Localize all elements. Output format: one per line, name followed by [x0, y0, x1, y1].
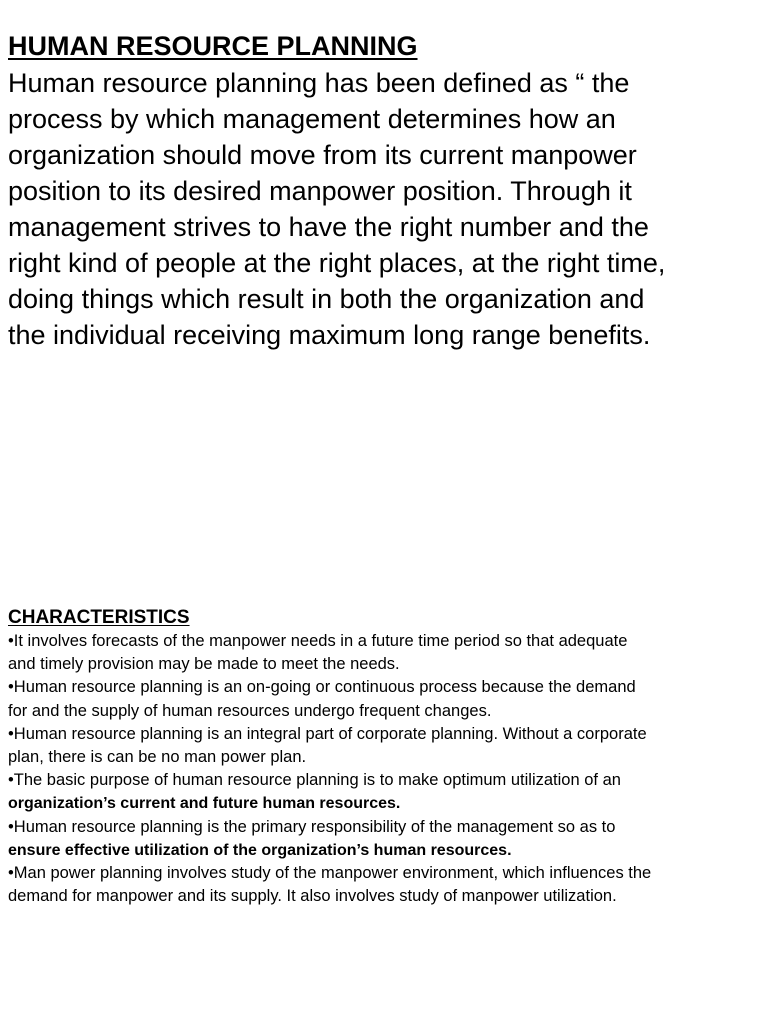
list-item-line: •Human resource planning is the primary responsibility of the management so as to [8, 817, 616, 836]
definition-line: doing things which result in both the organization and [8, 284, 645, 314]
list-item [8, 769, 766, 815]
list-item-line: for and the supply of human resources undergo frequent changes. [8, 701, 492, 720]
page-title: HUMAN RESOURCE PLANNING [8, 31, 418, 61]
list-item-line: •The basic purpose of human resource planning is to make optimum utilization of an [8, 771, 621, 790]
definition-line: organization should move from its current manpower [8, 140, 637, 170]
definition-line: the individual receiving maximum long range benefits. [8, 320, 651, 350]
list-item [8, 816, 766, 862]
slide-characteristics [0, 512, 768, 1024]
list-item [8, 862, 766, 908]
list-item [8, 723, 766, 769]
list-item-line: ensure effective utilization of the organization’s human resources. [8, 841, 512, 859]
characteristics-list [8, 630, 766, 908]
list-item-line: and timely provision may be made to meet the needs. [8, 655, 400, 674]
list-item [8, 630, 766, 676]
list-item-line: •Human resource planning is an integral part of corporate planning. Without a corporate [8, 724, 647, 743]
list-item-line: •Human resource planning is an on-going or continuous process because the demand [8, 678, 636, 697]
definition-paragraph [8, 65, 764, 353]
definition-line: process by which management determines how an [8, 104, 616, 134]
definition-line: right kind of people at the right places, at the right time, [8, 248, 666, 278]
definition-line: Human resource planning has been defined as “ the [8, 68, 630, 98]
list-item-line: organization’s current and future human resources. [8, 795, 401, 813]
definition-line: position to its desired manpower position. Through it [8, 176, 632, 206]
definition-line: management strives to have the right number and the [8, 212, 649, 242]
section-heading: CHARACTERISTICS [8, 607, 190, 628]
list-item-line: •It involves forecasts of the manpower needs in a future time period so that adequate [8, 632, 628, 650]
list-item-line: •Man power planning involves study of the manpower environment, which influences the [8, 864, 652, 883]
list-item-line: plan, there is can be no man power plan. [8, 748, 307, 767]
list-item [8, 676, 766, 722]
list-item-line: demand for manpower and its supply. It also involves study of manpower utilization. [8, 887, 617, 906]
